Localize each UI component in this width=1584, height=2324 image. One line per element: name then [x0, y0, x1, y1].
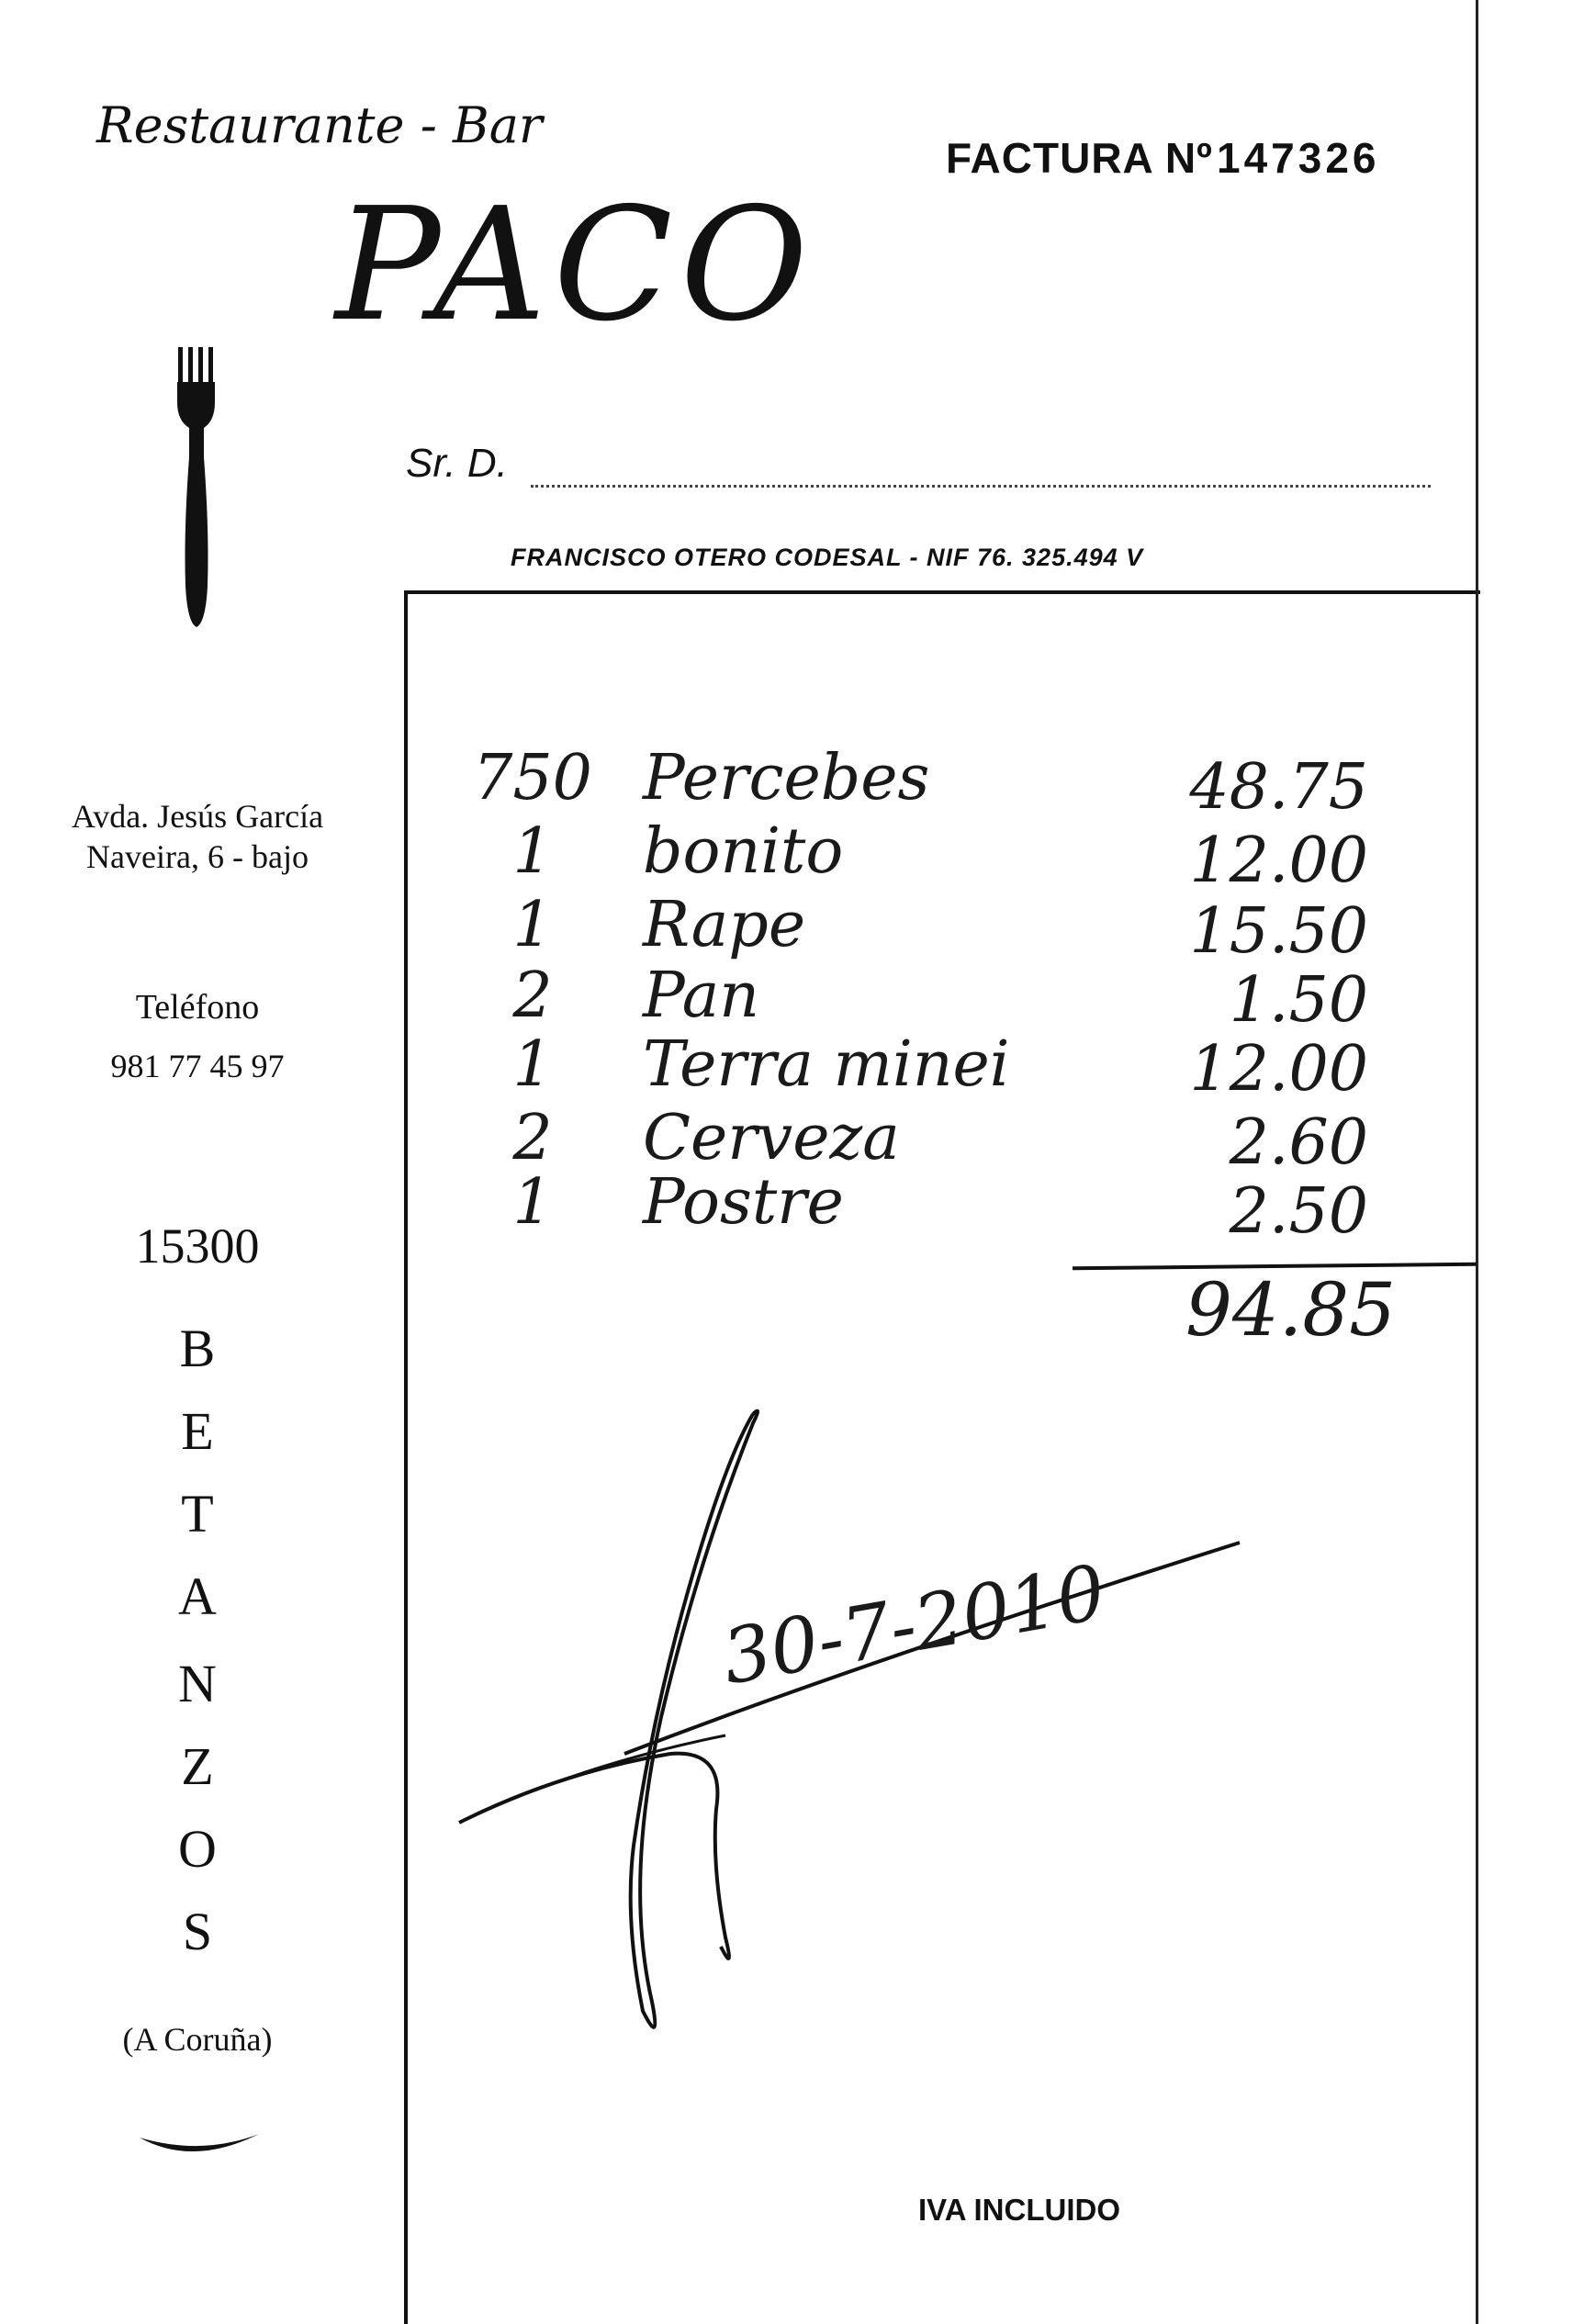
item-qty: 2 — [512, 960, 553, 1032]
item-qty: 2 — [512, 1102, 553, 1174]
customer-label: Sr. D. — [406, 441, 508, 486]
item-qty: 1 — [512, 815, 553, 888]
city-letter: E — [181, 1401, 214, 1461]
handwritten-date: 30-7-2010 — [716, 1548, 1112, 1702]
phone-label: Teléfono — [135, 988, 260, 1027]
postal-code: 15300 — [135, 1218, 260, 1274]
city-letter: A — [178, 1566, 217, 1626]
item-name: bonito — [643, 815, 844, 888]
city-letter: B — [179, 1319, 216, 1378]
item-price: 12.00 — [1189, 825, 1368, 897]
invoice-number: 147326 — [1217, 134, 1380, 182]
address-line-1: Avda. Jesús García — [71, 798, 324, 835]
fork-icon — [174, 347, 220, 632]
restaurant-bar-label: Restaurante - Bar — [96, 96, 543, 154]
city-letter: S — [182, 1902, 213, 1961]
item-price: 15.50 — [1189, 895, 1368, 968]
item-name: Rape — [643, 889, 806, 961]
item-name: Percebes — [643, 742, 930, 814]
items-box-left-border — [404, 590, 408, 2324]
province: (A Coruña) — [122, 2021, 273, 2058]
invoice-label: FACTURA Nº — [946, 134, 1213, 182]
item-price: 48.75 — [1189, 751, 1368, 824]
total-amount: 94.85 — [1185, 1267, 1396, 1353]
item-name: Postre — [643, 1166, 844, 1239]
owner-tax-id-line: FRANCISCO OTERO CODESAL - NIF 76. 325.494 V — [511, 544, 1144, 571]
city-letter: T — [181, 1484, 214, 1544]
brand-name: PACO — [335, 174, 815, 356]
tax-included-note: IVA INCLUIDO — [918, 2193, 1120, 2227]
city-letter: Z — [181, 1736, 214, 1796]
city-letter: O — [178, 1819, 217, 1879]
address-line-2: Naveira, 6 - bajo — [86, 838, 309, 875]
item-price: 2.50 — [1229, 1175, 1368, 1248]
page-right-edge — [1476, 0, 1478, 2324]
item-name: Pan — [643, 960, 760, 1032]
item-qty: 750 — [473, 742, 592, 814]
customer-name-field — [531, 485, 1431, 488]
city-letter: N — [178, 1654, 217, 1713]
item-name: Cerveza — [643, 1102, 900, 1174]
item-name: Terra minei — [643, 1028, 1010, 1101]
smile-curve-icon — [138, 2130, 262, 2167]
signature-scribble-icon — [450, 1405, 1258, 2048]
item-price: 12.00 — [1189, 1033, 1368, 1106]
items-box-top-border — [404, 590, 1480, 594]
phone-number: 981 77 45 97 — [110, 1048, 285, 1084]
item-price: 2.60 — [1229, 1106, 1368, 1179]
item-qty: 1 — [512, 1028, 553, 1101]
item-price: 1.50 — [1229, 964, 1368, 1037]
item-qty: 1 — [512, 889, 553, 961]
item-qty: 1 — [512, 1166, 553, 1239]
